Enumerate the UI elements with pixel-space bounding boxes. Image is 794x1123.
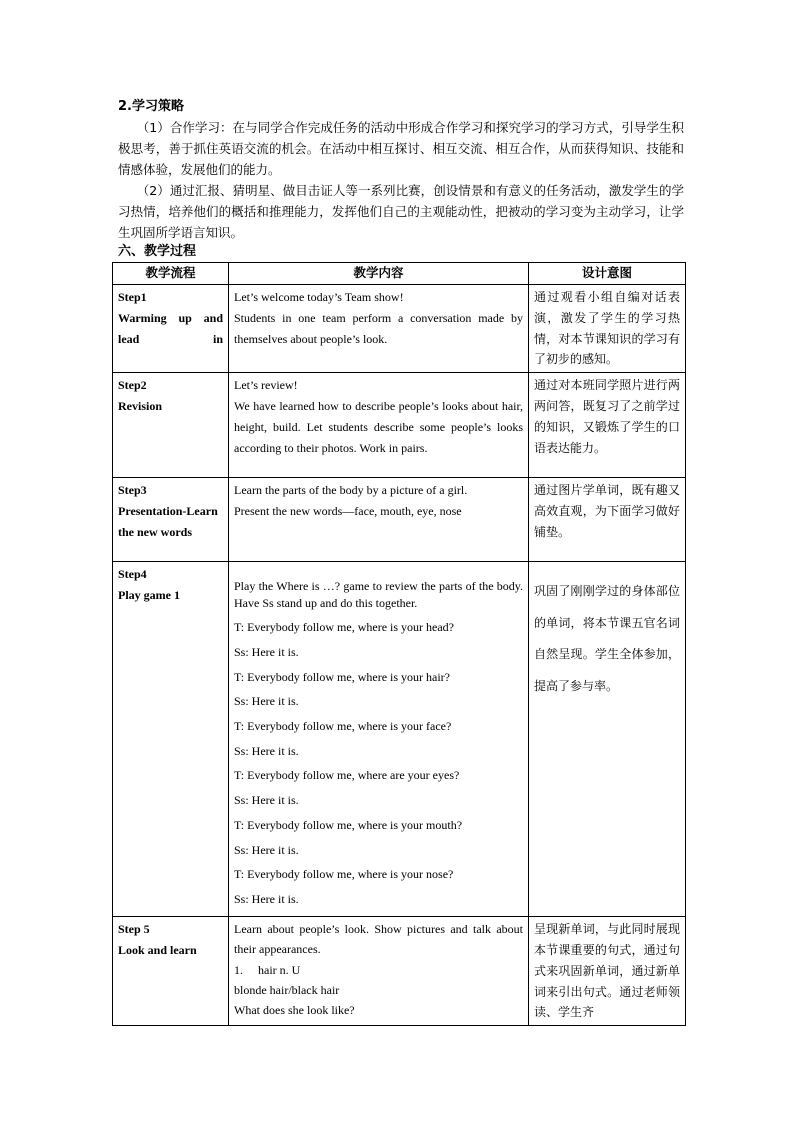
process-heading: 六、教学过程 [118, 244, 197, 259]
content-line: Ss: Here it is. [234, 694, 299, 709]
table-row [113, 917, 686, 1026]
strategy-heading: 2.学习策略 [118, 99, 184, 114]
step-title: Play game 1 [118, 587, 180, 602]
content-line: Ss: Here it is. [234, 793, 299, 808]
content-line: Ss: Here it is. [234, 891, 299, 906]
content-line: T: Everybody follow me, where is your hair? [234, 669, 451, 684]
step-cell [113, 917, 229, 1026]
content-line: Learn the parts of the body by a picture of a girl. [234, 483, 468, 498]
content-cell [229, 562, 529, 917]
content-line: Let’s review! [234, 378, 298, 393]
step-cell [113, 562, 229, 917]
table-row [113, 478, 686, 562]
content-line: What does she look like? [234, 1003, 355, 1018]
table-row [113, 285, 686, 373]
content-line: T: Everybody follow me, where is your mouth? [234, 817, 463, 832]
content-line: Ss: Here it is. [234, 644, 299, 659]
content-line: T: Everybody follow me, where is your nose? [234, 867, 454, 882]
table-row [113, 562, 686, 917]
content-line: Ss: Here it is. [234, 743, 299, 758]
header-flow: 教学流程 [113, 263, 229, 285]
intent-cell: 通过对本班同学照片进行两两问答，既复习了之前学过的知识，又锻炼了学生的口语表达能力。 [529, 373, 686, 478]
teaching-process-table [112, 262, 686, 1026]
step-number: Step4 [118, 567, 147, 582]
content-line: T: Everybody follow me, where is your face? [234, 719, 452, 733]
step-title: Warming up and lead in [118, 310, 223, 346]
table-header-row [113, 263, 686, 285]
step-number: Step3 [118, 483, 147, 498]
content-cell [229, 917, 529, 1026]
content-line: 1. hair n. U [234, 962, 301, 977]
content-line: blonde hair/black hair [234, 983, 340, 998]
content-line: We have learned how to describe people’s looks about hair, height, build. Let students describe some people’s looks according to their photos. Work in pairs. [234, 398, 523, 455]
content-line: Students in one team perform a conversation made by themselves about people’s look. [234, 310, 523, 346]
step-cell [113, 478, 229, 562]
strategy-paragraph-1: （1）合作学习：在与同学合作完成任务的活动中形成合作学习和探究学习的学习方式，引导学生积极思考，善于抓住英语交流的机会。在活动中相互探讨、相互交流、相互合作，从而获得知识、技能和情感体验，发展他们的能力。 [118, 120, 684, 177]
step-number: Step1 [118, 290, 147, 304]
content-line: Learn about people’s look. Show pictures and talk about their appearances. [234, 922, 523, 957]
header-content: 教学内容 [229, 263, 529, 285]
step-title: Presentation-Learn the new words [118, 503, 218, 539]
table-row [113, 373, 686, 478]
intent-cell: 通过图片学单词，既有趣又高效直观，为下面学习做好铺垫。 [529, 478, 686, 562]
step-number: Step 5 [118, 922, 150, 937]
step-cell [113, 373, 229, 478]
content-cell [229, 285, 529, 373]
intent-cell: 通过观看小组自编对话表演，激发了学生的学习热情，对本节课知识的学习有了初步的感知。 [529, 285, 686, 373]
content-line: T: Everybody follow me, where is your head? [234, 620, 455, 635]
content-line: T: Everybody follow me, where are your eyes? [234, 768, 460, 783]
content-line: Let’s welcome today’s Team show! [234, 290, 404, 304]
step-cell [113, 285, 229, 373]
content-line: Play the Where is …? game to review the parts of the body. Have Ss stand up and do this together. [234, 579, 523, 610]
content-cell [229, 478, 529, 562]
step-title: Revision [118, 398, 163, 413]
content-line: Present the new words—face, mouth, eye, nose [234, 503, 462, 518]
content-line: Ss: Here it is. [234, 842, 299, 857]
intent-cell: 巩固了刚刚学过的身体部位的单词，将本节课五官名词自然呈现。学生全体参加，提高了参与率。 [529, 562, 686, 917]
step-title: Look and learn [118, 942, 197, 957]
step-number: Step2 [118, 378, 147, 393]
intent-cell: 呈现新单词，与此同时展现本节课重要的句式，通过句式来巩固新单词，通过新单词来引出句式。通过老师领读、学生齐 [529, 917, 686, 1026]
strategy-paragraph-2: （2）通过汇报、猜明星、做目击证人等一系列比赛，创设情景和有意义的任务活动，激发学生的学习热情，培养他们的概括和推理能力，发挥他们自己的主观能动性，把被动的学习变为主动学习，让学生巩固所学语言知识。 [118, 183, 684, 240]
header-intent: 设计意图 [529, 263, 686, 285]
content-cell [229, 373, 529, 478]
